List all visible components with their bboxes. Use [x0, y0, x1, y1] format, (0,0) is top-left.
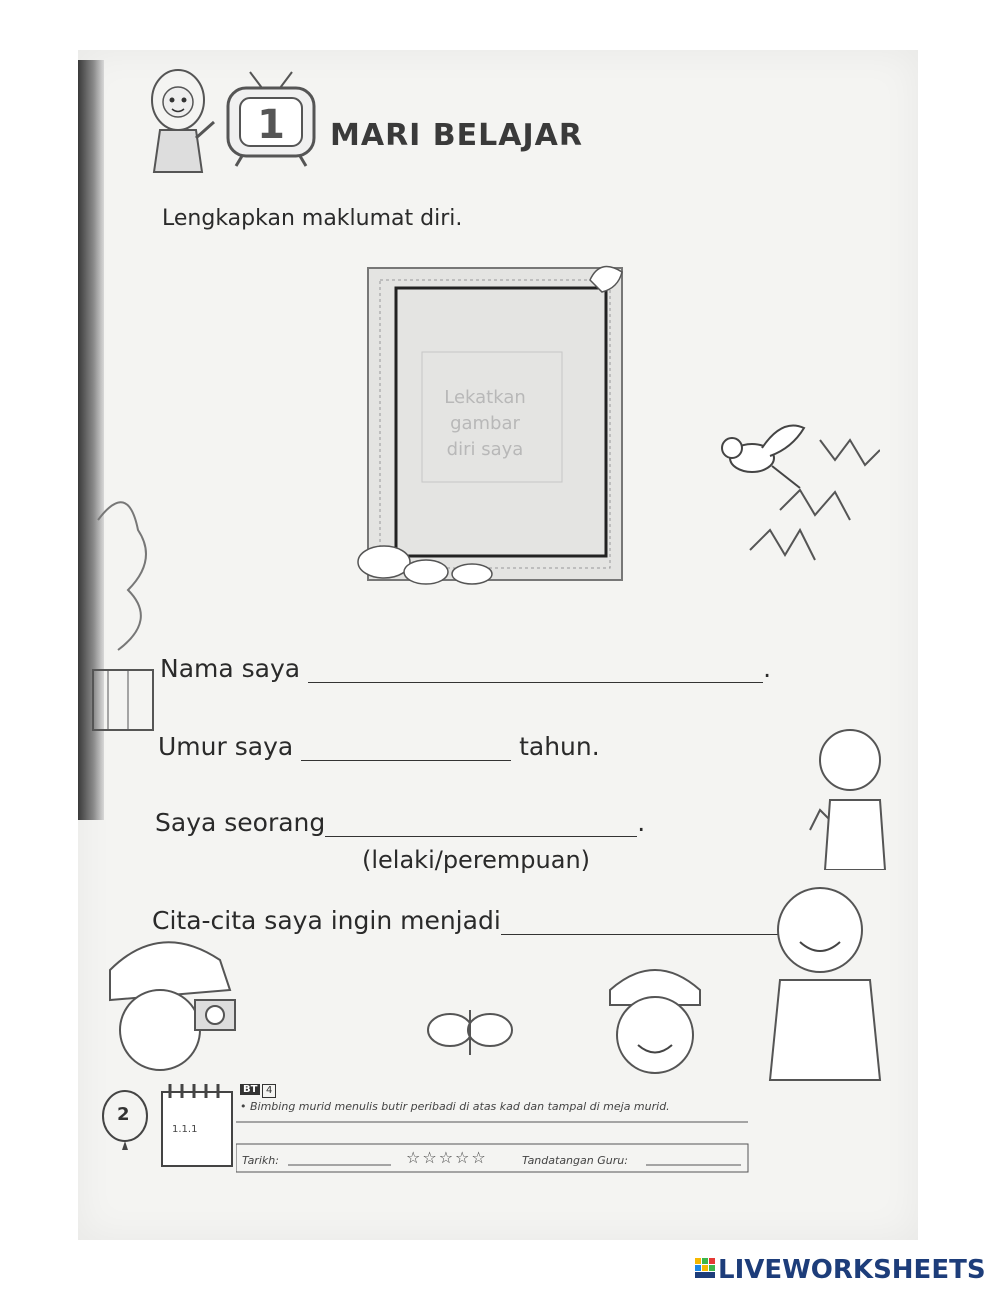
- name-end: .: [763, 654, 772, 683]
- gender-end: .: [637, 808, 646, 837]
- teacher-note: • Bimbing murid menulis butir peribadi di atas kad dan tampal di meja murid.: [240, 1100, 670, 1113]
- liveworksheets-logo-icon: [695, 1258, 715, 1280]
- curriculum-code: 1.1.1: [172, 1124, 198, 1135]
- page-number: 2: [117, 1104, 130, 1125]
- brand-name[interactable]: LIVEWORKSHEETS: [718, 1255, 986, 1285]
- age-label: Umur saya: [158, 732, 294, 761]
- photo-line-2: gambar: [450, 413, 520, 434]
- name-input[interactable]: [308, 658, 763, 683]
- date-label: Tarikh:: [242, 1154, 279, 1167]
- doctor-illustration: [760, 870, 890, 1090]
- gender-row: [155, 808, 645, 837]
- gender-input[interactable]: [325, 812, 637, 837]
- photo-line-3: diri saya: [446, 439, 524, 460]
- age-suffix: tahun.: [519, 732, 600, 761]
- notepad-icon: [158, 1080, 238, 1170]
- photo-placeholder-text: [430, 385, 540, 463]
- girl-mascot-icon: [140, 60, 220, 180]
- tree-decoration: [88, 480, 168, 740]
- waving-woman-illustration: [800, 720, 890, 870]
- tv-number: 1: [257, 102, 285, 148]
- bt-tag: BT: [240, 1084, 260, 1095]
- rating-stars[interactable]: ☆☆☆☆☆: [406, 1148, 488, 1167]
- ambition-label: Cita-cita saya ingin menjadi: [152, 906, 501, 935]
- footer-divider: [236, 1120, 751, 1176]
- name-label: Nama saya: [160, 654, 301, 683]
- tv-lesson-icon: [222, 68, 322, 168]
- gender-label: Saya seorang: [155, 808, 326, 837]
- age-row: [158, 732, 600, 761]
- instruction-text: Lengkapkan maklumat diri.: [162, 206, 463, 231]
- police-boy-illustration: [590, 950, 720, 1080]
- leaves-decoration: [740, 420, 880, 600]
- ambition-input[interactable]: [501, 910, 789, 935]
- bt-number: 4: [262, 1084, 276, 1098]
- photographer-boy-illustration: [90, 930, 260, 1080]
- gender-hint: (lelaki/perempuan): [362, 846, 591, 874]
- teacher-signature-label: Tandatangan Guru:: [522, 1154, 628, 1167]
- butterfly-icon: [420, 1000, 530, 1070]
- photo-line-1: Lekatkan: [444, 387, 526, 408]
- page-title: MARI BELAJAR: [330, 118, 583, 153]
- name-row: [160, 654, 771, 683]
- age-input[interactable]: [301, 736, 511, 761]
